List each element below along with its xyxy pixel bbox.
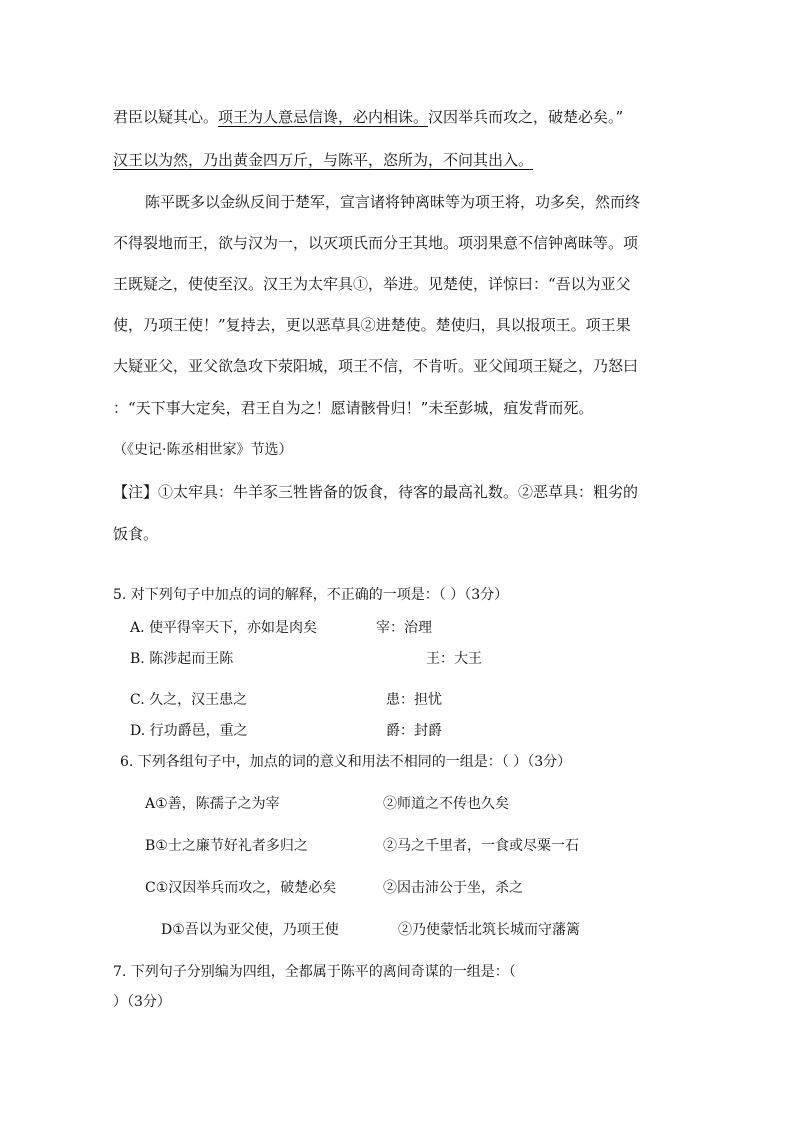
q5-option-a-right: 宰：治理 <box>376 620 432 636</box>
passage-para2-line-5: 大疑亚父，亚父欲急攻下荥阳城，项王不信，不肯听。亚父闻项王疑之，乃怒曰 <box>113 357 639 375</box>
q5-option-c-left: C. 久之，汉王患之 <box>130 692 248 708</box>
q6-option-c-left: C①汉因举兵而攻之，破楚必矣 <box>145 880 337 896</box>
q6-option-c-right: ②因击沛公于坐，杀之 <box>383 880 523 896</box>
q5-option-c-right: 患：担忧 <box>386 692 442 708</box>
passage-para2-line-1: 陈平既多以金纵反间于楚军，宣言诸将钟离昧等为项王将，功多矣，然而终 <box>145 193 641 211</box>
passage-line-1 <box>113 107 623 127</box>
passage-line-1-plain: 君臣以疑其心。 <box>113 108 219 126</box>
passage-note-line-1: 【注】①太牢具：牛羊豕三牲皆备的饭食，待客的最高礼数。②恶草具：粗劣的 <box>113 483 639 501</box>
passage-para2-line-6: ：“天下事大定矣，君王自为之！愿请骸骨归！”未至彭城，疽发背而死。 <box>113 399 594 417</box>
q6-option-a-right: ②师道之不传也久矣 <box>383 796 509 812</box>
passage-line-1-underlined: 项王为人意忌信谗，必内相诛。 <box>218 108 429 126</box>
q5-option-a-left: A. 使平得宰天下，亦如是肉矣 <box>130 620 318 636</box>
q5-stem: 5. 对下列句子中加点的词的解释，不正确的一项是：（ ）（3分） <box>113 587 509 603</box>
q7-stem-line-2: ）（3分） <box>113 994 171 1010</box>
passage-line-2: 汉王以为然，乃出黄金四万斤，与陈平，恣所为，不问其出入。 <box>113 151 534 169</box>
q5-option-d-right: 爵：封爵 <box>386 723 442 739</box>
q5-option-b-left: B. 陈涉起而王陈 <box>130 651 234 667</box>
q6-option-d-right: ②乃使蒙恬北筑长城而守藩篱 <box>398 922 580 938</box>
q5-option-b-right: 王：大王 <box>426 651 482 667</box>
q6-stem: 6. 下列各组句子中，加点的词的意义和用法不相同的一组是：（ ）（3分） <box>120 754 572 770</box>
q6-option-b-left: B①士之廉节好礼者多归之 <box>145 838 308 854</box>
passage-line-1-rest: 汉因举兵而攻之，破楚必矣。” <box>428 108 624 126</box>
q7-stem-line-1: 7. 下列句子分别编为四组，全都属于陈平的离间奇谋的一组是：（ <box>113 964 516 980</box>
passage-para2-line-4: 使，乃项王使！”复持去，更以恶草具②进楚使。楚使归，具以报项王。项王果 <box>113 316 631 334</box>
passage-source: （《史记·陈丞相世家》节选） <box>113 442 293 458</box>
q5-option-d-left: D. 行功爵邑，重之 <box>130 723 248 739</box>
passage-note-line-2: 饭食。 <box>113 525 159 543</box>
q6-option-d-left: D①吾以为亚父使，乃项王使 <box>161 922 339 938</box>
q6-option-a-left: A①善，陈孺子之为宰 <box>145 796 280 812</box>
passage-para2-line-3: 王既疑之，使使至汉。汉王为太牢具①，举进。见楚使，详惊曰：“吾以为亚父 <box>113 275 631 293</box>
q6-option-b-right: ②马之千里者，一食或尽粟一石 <box>383 838 579 854</box>
passage-para2-line-2: 不得裂地而王，欲与汉为一，以灭项氏而分王其地。项羽果意不信钟离昧等。项 <box>113 234 639 252</box>
